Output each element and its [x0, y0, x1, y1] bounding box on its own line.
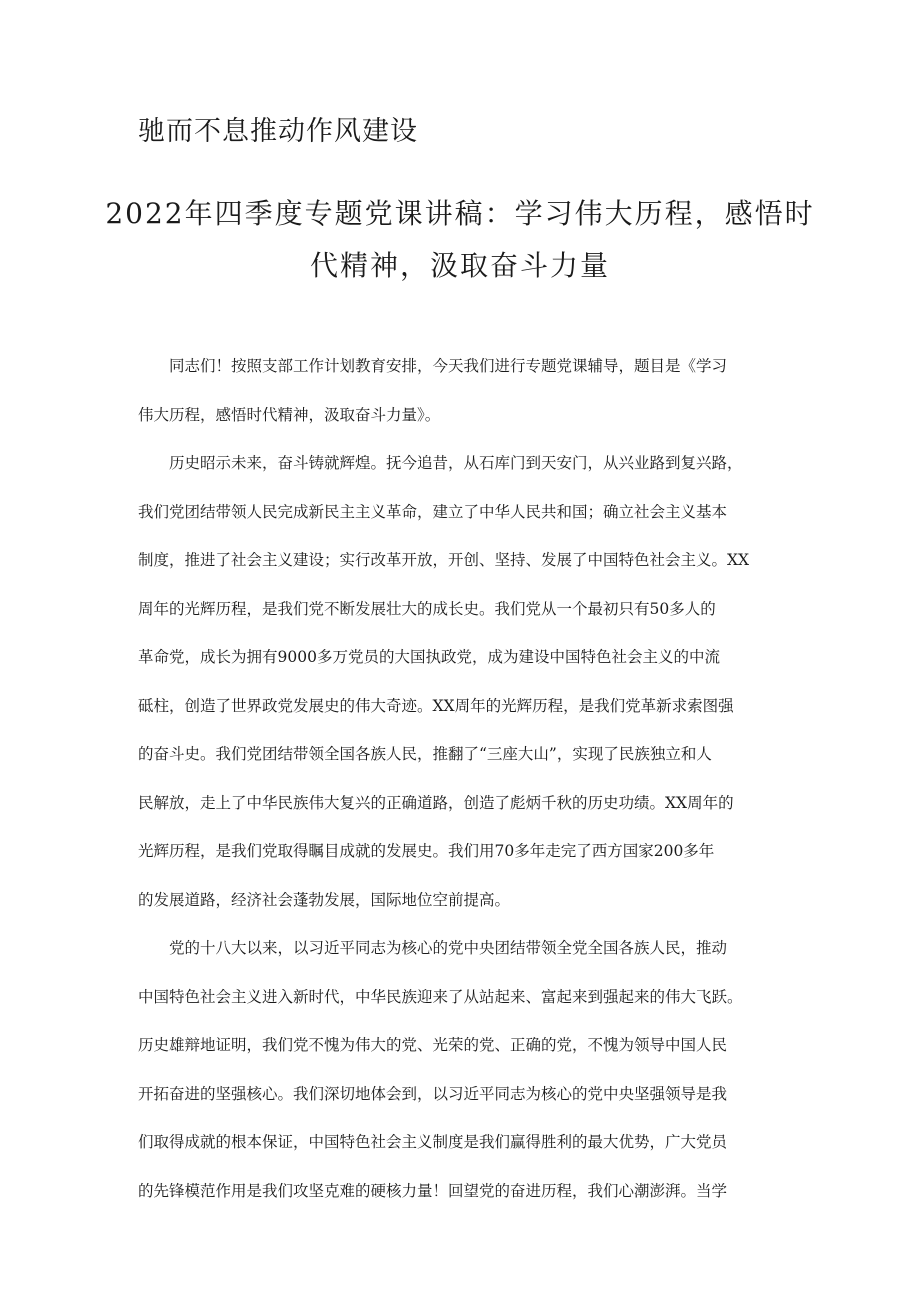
- text-line: 同志们！按照支部工作计划教育安排，今天我们进行专题党课辅导，题目是《学习: [169, 357, 728, 375]
- text-line: 的先锋模范作用是我们攻坚克难的硬核力量！回望党的奋进历程，我们心潮澎湃。当学: [138, 1181, 728, 1200]
- text-line: 历史雄辩地证明，我们党不愧为伟大的党、光荣的党、正确的党，不愧为领导中国人民: [138, 1036, 728, 1054]
- text-line: 历史昭示未来，奋斗铸就辉煌。抚今追昔，从石库门到天安门，从兴业路到复兴路，: [169, 454, 743, 472]
- text-line: 制度，推进了社会主义建设；实行改革开放，开创、坚持、发展了中国特色社会主义。XX: [138, 551, 750, 569]
- paragraph-1: [138, 342, 800, 439]
- text-line: 民解放，走上了中华民族伟大复兴的正确道路，创造了彪炳千秋的历史功绩。XX周年的: [138, 793, 734, 812]
- text-line: 们取得成就的根本保证，中国特色社会主义制度是我们赢得胜利的最大优势，广大党员: [138, 1133, 728, 1151]
- text-line: 革命党，成长为拥有9000多万党员的大国执政党，成为建设中国特色社会主义的中流: [138, 648, 720, 666]
- text-line: 开拓奋进的坚强核心。我们深切地体会到，以习近平同志为核心的党中央坚强领导是我: [138, 1084, 728, 1103]
- paragraph-2: [138, 439, 800, 924]
- text-line: 我们党团结带领人民完成新民主主义革命，建立了中华人民共和国；确立社会主义基本: [138, 502, 728, 521]
- header-title: 驰而不息推动作风建设: [138, 116, 418, 147]
- text-line: 周年的光辉历程，是我们党不断发展壮大的成长史。我们党从一个最初只有50多人的: [138, 599, 716, 618]
- text-line: 党的十八大以来，以习近平同志为核心的党中央团结带领全党全国各族人民，推动: [169, 939, 728, 957]
- text-line: 光辉历程，是我们党取得瞩目成就的发展史。我们用70多年走完了西方国家200多年: [138, 842, 715, 860]
- text-line: 伟大历程，感悟时代精神，汲取奋斗力量》。: [138, 405, 441, 424]
- text-line: 中国特色社会主义进入新时代，中华民族迎来了从站起来、富起来到强起来的伟大飞跃。: [138, 987, 743, 1006]
- page-title: [90, 188, 830, 292]
- text-line: 的奋斗史。我们党团结带领全国各族人民，推翻了“三座大山”，实现了民族独立和人: [138, 745, 712, 763]
- body-text: [138, 342, 800, 1215]
- text-line: 砥柱，创造了世界政党发展史的伟大奇迹。XX周年的光辉历程，是我们党革新求索图强: [138, 696, 734, 715]
- paragraph-3: [138, 924, 800, 1215]
- title-line: 代精神，汲取奋斗力量: [309, 249, 610, 282]
- title-line: 2022年四季度专题党课讲稿：学习伟大历程，感悟时: [105, 197, 815, 230]
- text-line: 的发展道路，经济社会蓬勃发展，国际地位空前提高。: [138, 890, 511, 909]
